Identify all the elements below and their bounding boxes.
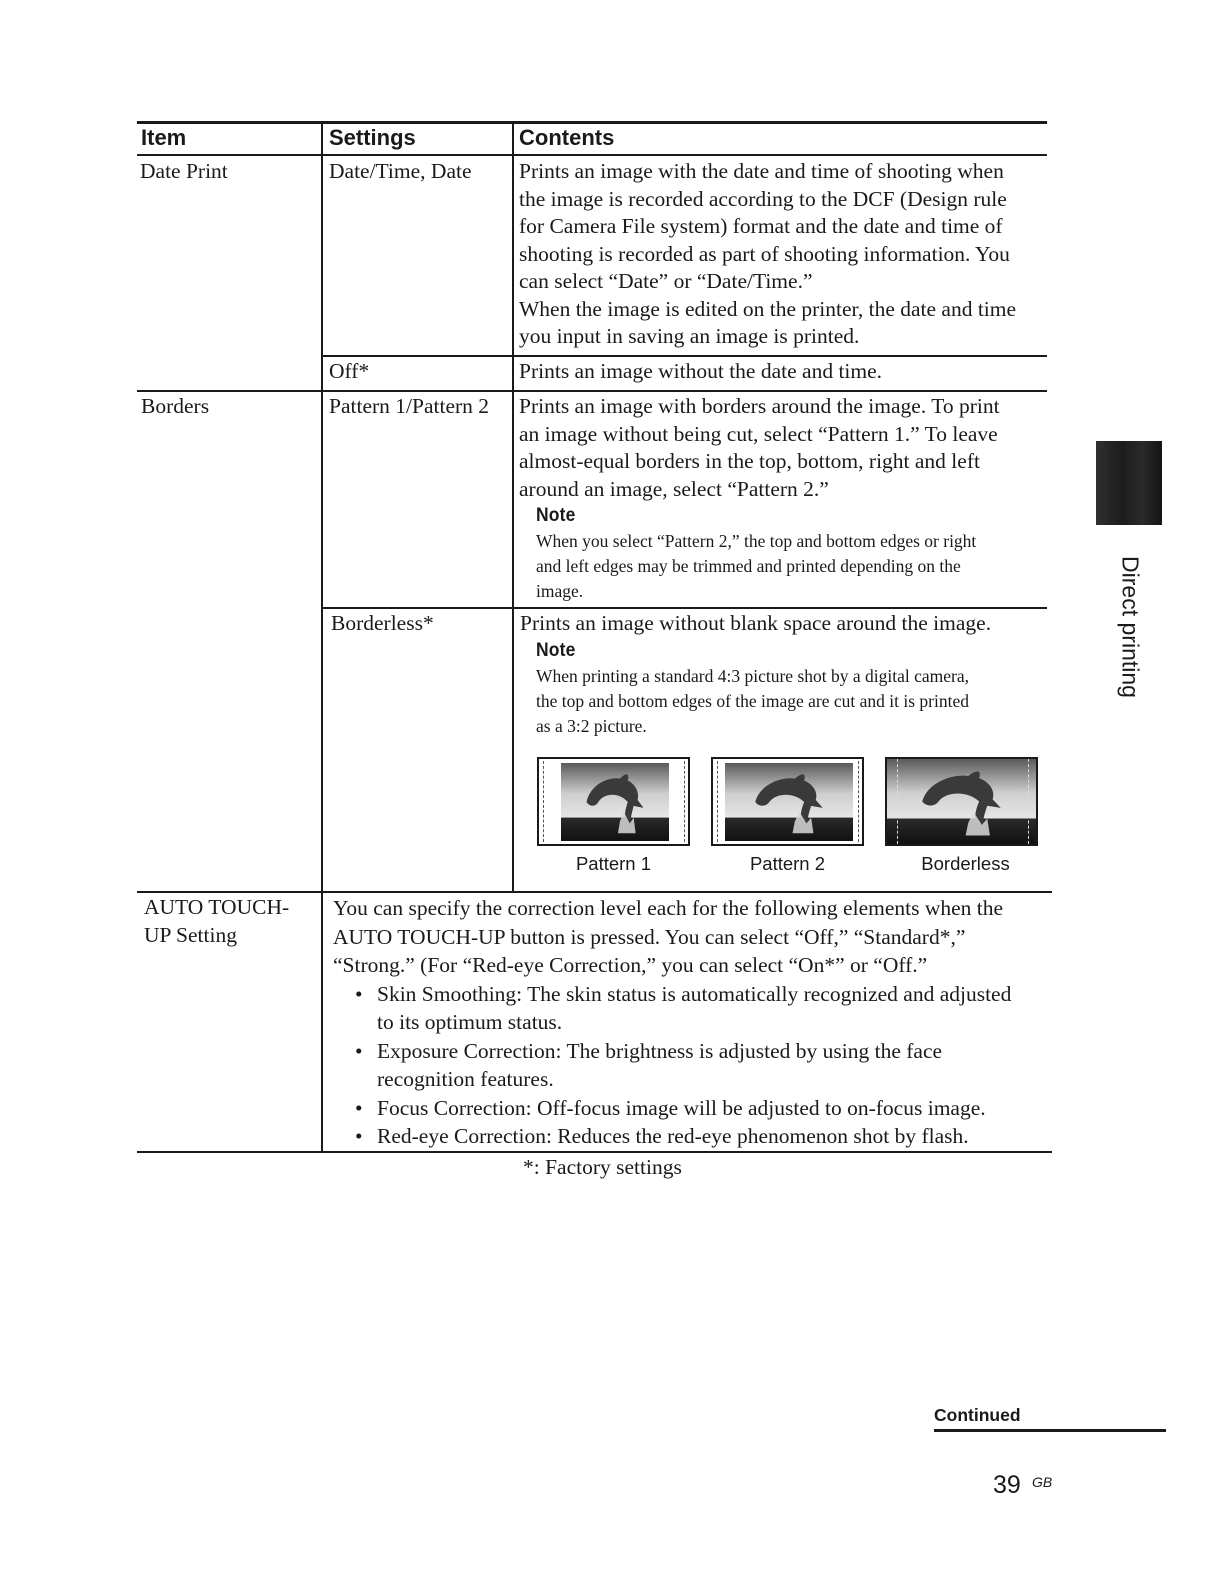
text-line: recognition features. <box>377 1067 554 1091</box>
header-settings: Settings <box>329 125 416 150</box>
date-print-setting-off: Off* <box>329 359 370 383</box>
text-line: almost-equal borders in the top, bottom, right and left <box>519 449 980 473</box>
note-line: the top and bottom edges of the image are cut and it is printed <box>536 690 970 711</box>
pattern-1-thumbnail <box>537 757 690 846</box>
text-line: to its optimum status. <box>377 1010 563 1034</box>
borders-row-rule <box>137 891 1052 893</box>
header-item: Item <box>141 125 187 150</box>
text-line: You can specify the correction level each for the following elements when the <box>333 896 1004 920</box>
header-contents: Contents <box>519 125 615 150</box>
borders-inner-rule <box>321 607 1047 609</box>
text-line: the image is recorded according to the DCF (Design rule <box>519 186 1007 211</box>
text-line: shooting is recorded as part of shooting information. You <box>519 241 1010 266</box>
text-line: for Camera File system) format and the date and time of <box>519 214 1003 238</box>
section-label: Direct printing <box>1117 556 1144 698</box>
list-item <box>333 1094 1051 1123</box>
text-line: “Strong.” (For “Red-eye Correction,” you can select “On*” or “Off.” <box>333 953 928 977</box>
text-line: • Skin Smoothing: The skin status is automatically recognized and adjusted <box>377 981 1012 1006</box>
note-title: Note <box>536 639 576 661</box>
text-line: • Exposure Correction: The brightness is adjusted by using the face <box>377 1038 943 1063</box>
borderless-thumbnail <box>885 757 1038 846</box>
thumbnail-caption-borderless: Borderless <box>921 853 1010 874</box>
page-number: 39 <box>993 1471 1021 1499</box>
table-top-rule <box>137 121 1047 124</box>
text-line: When the image is edited on the printer, the date and time <box>519 296 1017 321</box>
text-line: can select “Date” or “Date/Time.” <box>519 269 813 293</box>
thumbnail-caption-pattern-1: Pattern 1 <box>575 853 652 874</box>
header-rule <box>137 154 1047 156</box>
list-item <box>333 980 1051 1037</box>
factory-settings-footnote: *: Factory settings <box>523 1155 682 1179</box>
borders-setting-borderless: Borderless* <box>331 611 434 635</box>
note-line: and left edges may be trimmed and printed depending on the <box>536 556 961 576</box>
text-line: UP Setting <box>144 922 237 947</box>
borders-item: Borders <box>141 394 210 418</box>
thumbnail-caption-pattern-2: Pattern 2 <box>749 853 826 874</box>
section-tab-marker <box>1096 441 1162 525</box>
list-item <box>333 1122 1051 1151</box>
borders-content-borderless <box>520 610 1050 739</box>
page-language-suffix: GB <box>1032 1474 1053 1490</box>
column-divider-settings <box>512 121 514 891</box>
correction-list <box>333 980 1051 1151</box>
dashed-print-guide <box>897 759 1029 844</box>
column-divider-item <box>321 121 323 1151</box>
note-line: as a 3:2 picture. <box>536 715 647 736</box>
list-item <box>333 1037 1051 1094</box>
date-print-inner-rule <box>321 355 1047 357</box>
text-line: Prints an image with borders around the image. To print <box>519 394 1000 418</box>
text-line: • Red-eye Correction: Reduces the red-eye phenomenon shot by flash. <box>377 1124 969 1148</box>
continued-label: Continued <box>934 1405 1021 1425</box>
note-line: When printing a standard 4:3 picture shot by a digital camera, <box>536 665 969 686</box>
text-line: AUTO TOUCH- <box>144 895 290 919</box>
pattern-2-thumbnail <box>711 757 864 846</box>
auto-touchup-item <box>144 894 289 949</box>
note-title: Note <box>536 505 576 526</box>
continued-rule <box>934 1429 1166 1432</box>
dolphin-image-icon <box>725 763 853 841</box>
date-print-content-datetime <box>519 158 1049 351</box>
text-line: Prints an image without blank space around the image. <box>520 611 992 635</box>
text-line: • Focus Correction: Off-focus image will be adjusted to on-focus image. <box>377 1095 986 1120</box>
text-line: AUTO TOUCH-UP button is pressed. You can select “Off,” “Standard*,” <box>333 924 966 949</box>
note-line: When you select “Pattern 2,” the top and bottom edges or right <box>536 531 977 551</box>
text-line: Prints an image with the date and time of shooting when <box>519 159 1004 183</box>
text-line: you input in saving an image is printed. <box>519 324 860 348</box>
note-line: image. <box>536 581 584 601</box>
text-line: an image without being cut, select “Pattern 1.” To leave <box>519 421 998 446</box>
date-print-content-off: Prints an image without the date and time. <box>519 359 883 383</box>
borders-setting-pattern: Pattern 1/Pattern 2 <box>329 394 490 418</box>
borders-content-pattern <box>519 393 1049 604</box>
date-print-row-rule <box>137 390 1047 392</box>
dolphin-image-icon <box>561 763 669 841</box>
date-print-item: Date Print <box>140 159 228 183</box>
table-bottom-rule <box>137 1151 1052 1153</box>
auto-touchup-content <box>333 894 1051 1151</box>
text-line: around an image, select “Pattern 2.” <box>519 476 829 501</box>
date-print-setting-datetime: Date/Time, Date <box>329 159 472 183</box>
